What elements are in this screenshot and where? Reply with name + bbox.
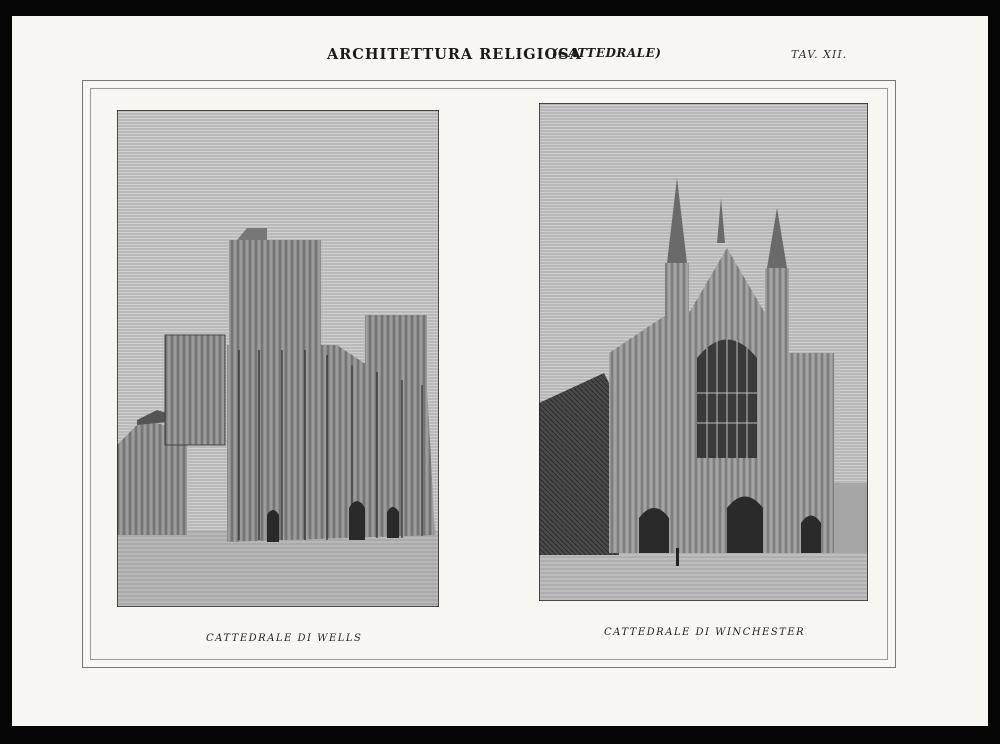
wells-cathedral-image <box>117 110 439 607</box>
plate-number: TAV. XII. <box>791 48 848 61</box>
wells-cathedral-icon <box>117 110 439 607</box>
page-subtitle: (CATTEDRALE) <box>552 46 662 60</box>
caption-wells: CATTEDRALE DI WELLS <box>206 633 363 644</box>
page-title: ARCHITETTURA RELIGIOSA <box>327 46 582 63</box>
winchester-cathedral-icon <box>539 103 868 601</box>
winchester-cathedral-image <box>539 103 868 601</box>
caption-winchester: CATTEDRALE DI WINCHESTER <box>604 627 806 638</box>
